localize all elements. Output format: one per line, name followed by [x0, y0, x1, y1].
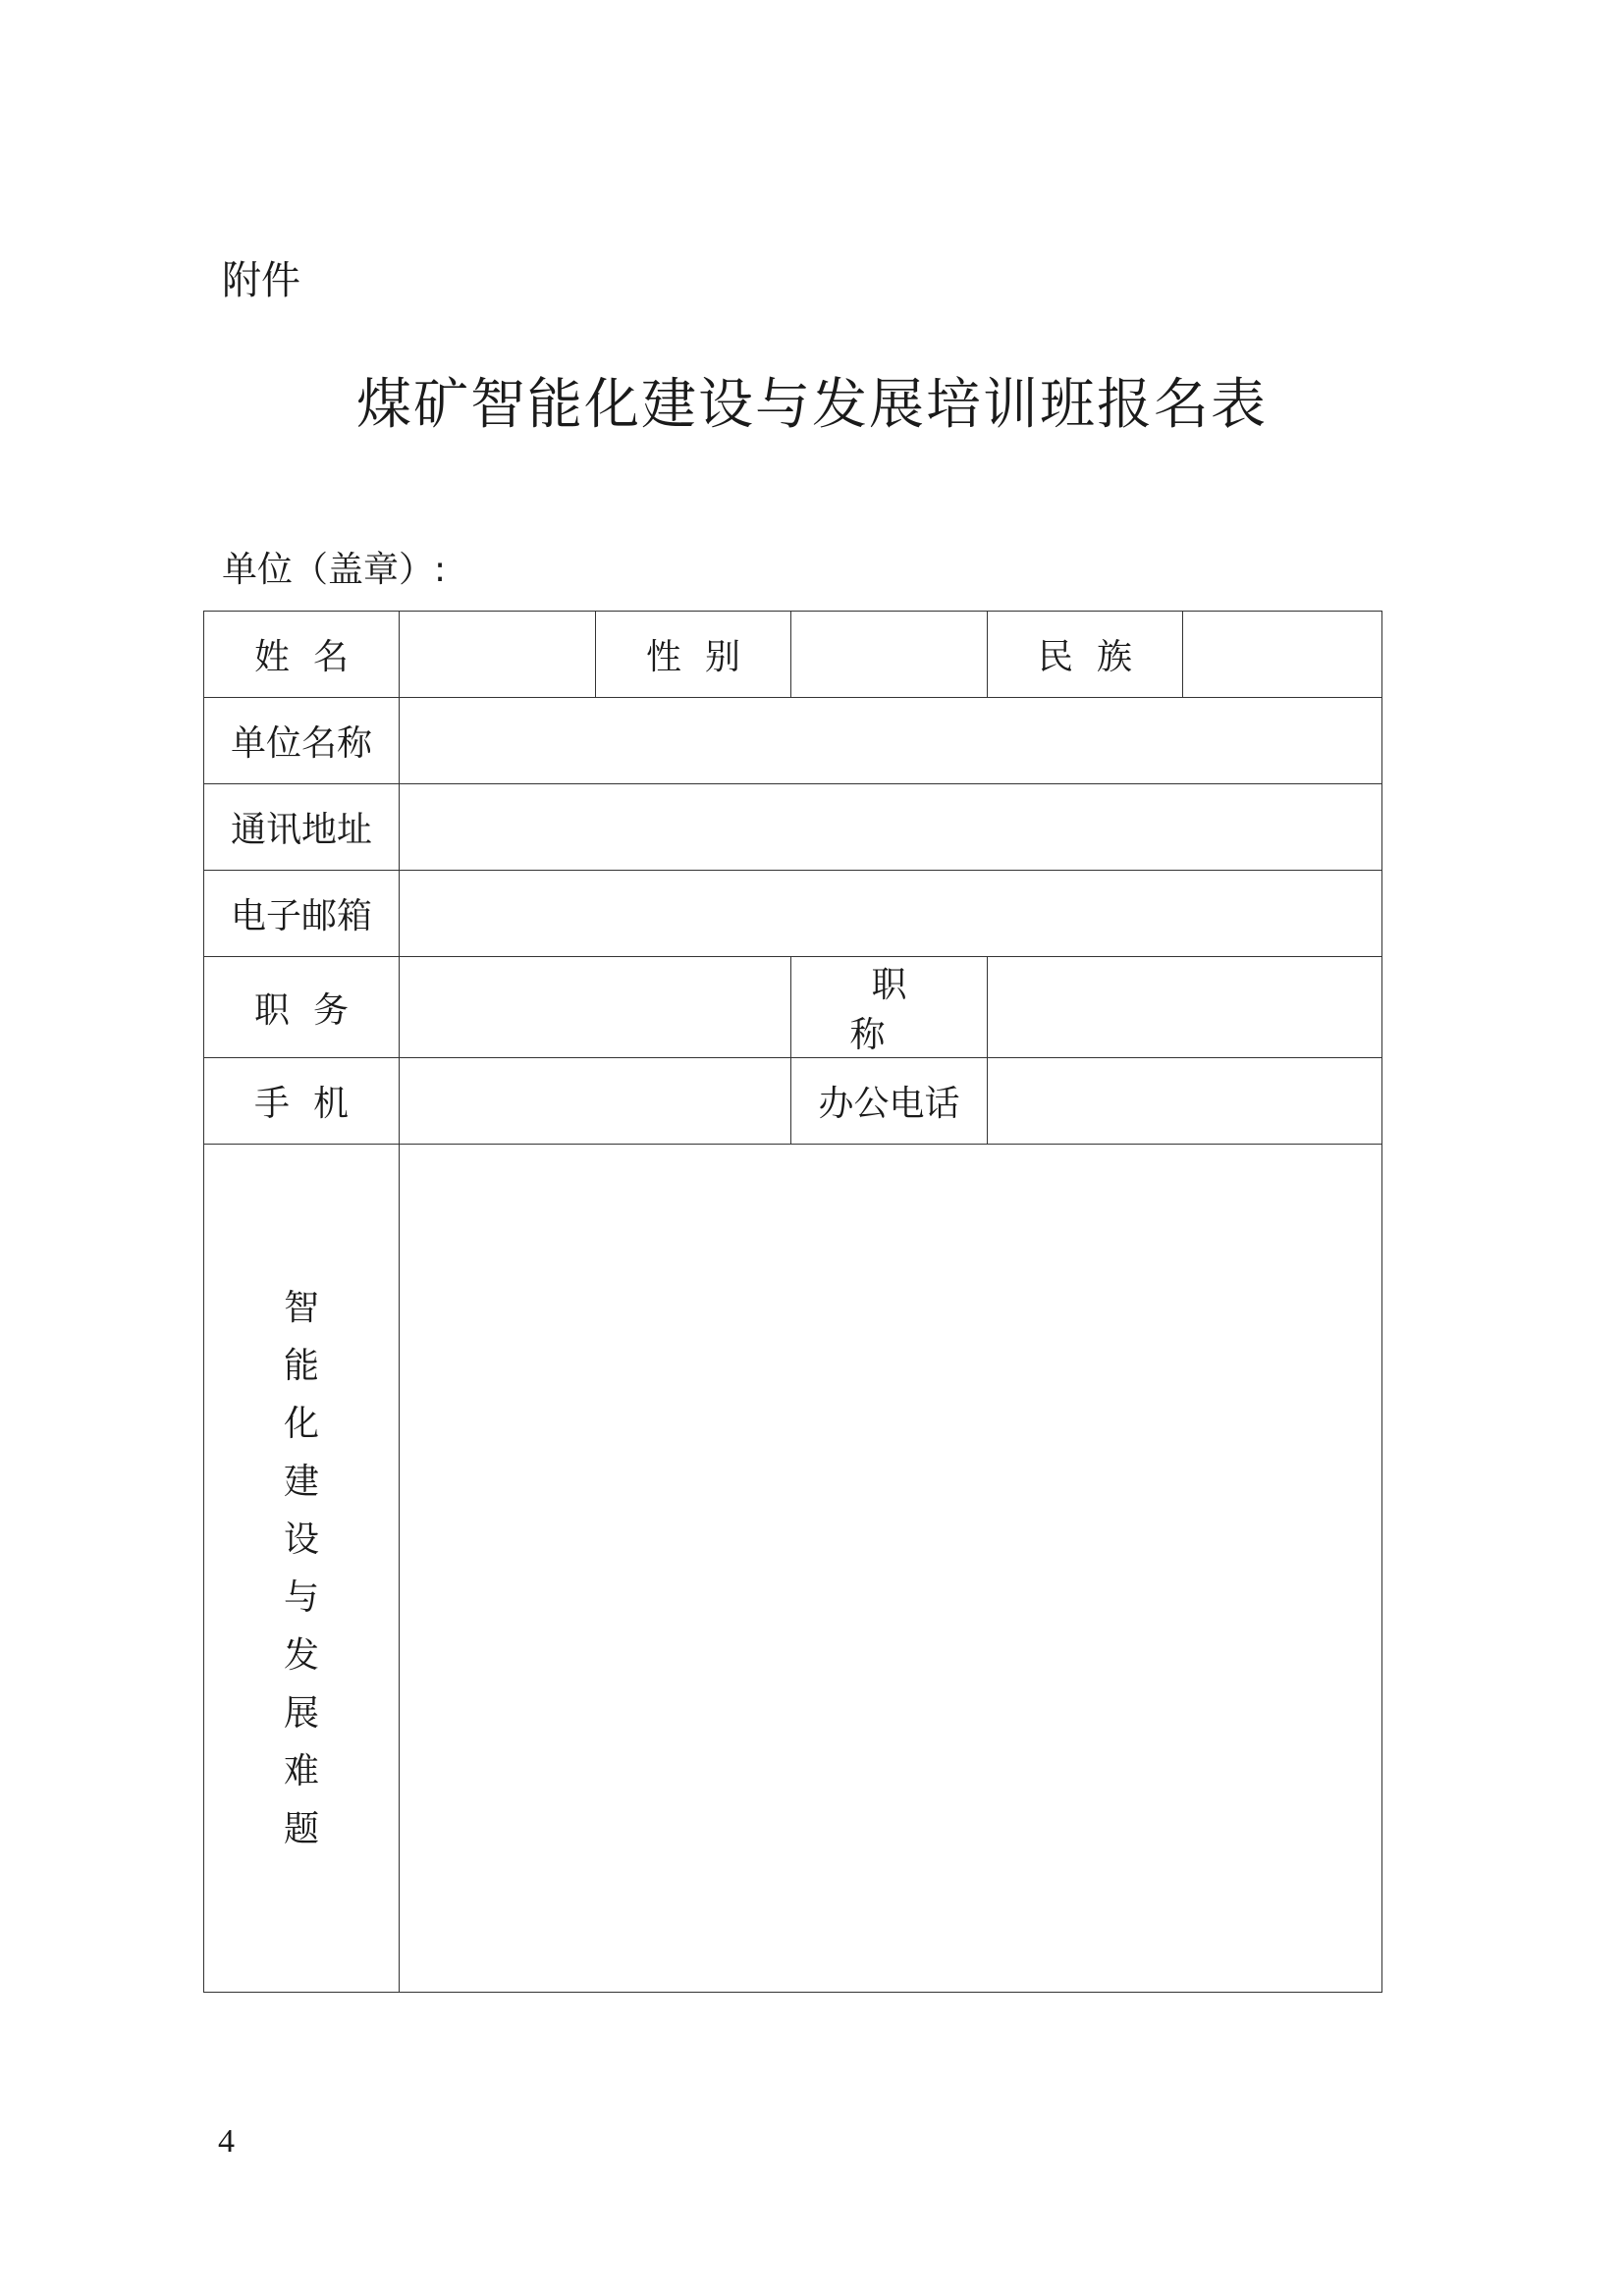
challenges-label-char: 难	[283, 1750, 319, 1791]
position-field[interactable]	[400, 957, 791, 1058]
row-address	[204, 784, 1382, 871]
page-number: 4	[218, 2123, 235, 2160]
email-label: 电子邮箱	[204, 871, 400, 957]
row-basic-info	[204, 612, 1382, 698]
challenges-label-char: 设	[283, 1519, 319, 1560]
job-title-field[interactable]	[988, 957, 1382, 1058]
registration-form	[203, 611, 1382, 1993]
gender-field[interactable]	[791, 612, 988, 698]
mobile-field[interactable]	[400, 1058, 791, 1145]
name-field[interactable]	[400, 612, 596, 698]
row-position	[204, 957, 1382, 1058]
row-challenges	[204, 1145, 1382, 1993]
row-organization	[204, 698, 1382, 784]
challenges-label-char: 题	[283, 1808, 319, 1849]
challenges-label	[284, 1279, 319, 1858]
ethnicity-field[interactable]	[1183, 612, 1382, 698]
challenges-label-char: 展	[283, 1692, 319, 1734]
organization-label: 单位名称	[204, 698, 400, 784]
challenges-label-cell	[204, 1145, 400, 1993]
challenges-label-char: 建	[283, 1461, 319, 1502]
challenges-label-char: 化	[283, 1403, 319, 1444]
challenges-label-char: 智	[283, 1287, 319, 1328]
address-field[interactable]	[400, 784, 1382, 871]
attachment-label: 附件	[222, 258, 300, 303]
job-title-label: 职称	[791, 957, 988, 1058]
challenges-label-char: 发	[283, 1634, 319, 1676]
unit-stamp-label: 单位（盖章）:	[222, 550, 447, 590]
row-email	[204, 871, 1382, 957]
challenges-label-char: 能	[283, 1345, 319, 1386]
name-label: 姓名	[204, 612, 400, 698]
row-phone	[204, 1058, 1382, 1145]
address-label: 通讯地址	[204, 784, 400, 871]
document-title: 煤矿智能化建设与发展培训班报名表	[356, 373, 1268, 437]
office-phone-label: 办公电话	[791, 1058, 988, 1145]
organization-field[interactable]	[400, 698, 1382, 784]
office-phone-field[interactable]	[988, 1058, 1382, 1145]
gender-label: 性别	[596, 612, 791, 698]
challenges-field[interactable]	[400, 1145, 1382, 1993]
mobile-label: 手机	[204, 1058, 400, 1145]
position-label: 职务	[204, 957, 400, 1058]
email-field[interactable]	[400, 871, 1382, 957]
challenges-label-char: 与	[283, 1576, 319, 1618]
ethnicity-label: 民族	[988, 612, 1183, 698]
